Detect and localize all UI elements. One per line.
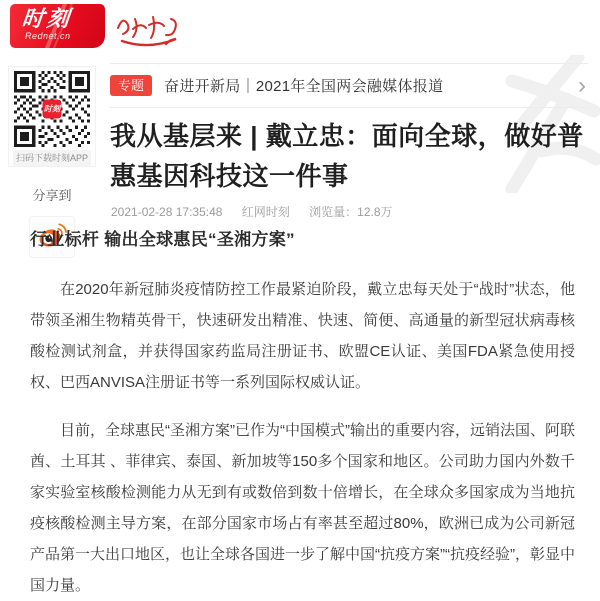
paragraph: 目前，全球惠民“圣湘方案”已作为“中国模式”输出的重要内容，远销法国、阿联酋、土耳其 、菲律宾、泰国、新加坡等150多个国家和地区。公司助力国内外数千家实验室核酸检测能力从无到有或数倍到数十倍增长，在全球众多国家成为当地抗疫核酸检测主导方案，在部分国家市场占有率甚至超过80%，欧洲已成为公司新冠产品第一大出口地区，也让全球各国进一步了解中国“抗疫方案”“抗疫经验”，彰显中国力量。	[30, 422, 575, 594]
svg-text:时刻: 时刻	[43, 104, 61, 114]
logo-title: 时刻	[20, 6, 74, 31]
section-subheading: 行业标杆 输出全球惠民“圣湘方案”	[30, 230, 295, 249]
topic-banner-link[interactable]	[110, 63, 588, 108]
paragraph: 在2020年新冠肺炎疫情防控工作最紧迫阶段，戴立忠每天处于“战时”状态，他带领圣湘生物精英骨干，快速研发出精准、快速、简便、高通量的新型冠状病毒核酸检测试剂盒，并获得国家药监局注册证书、欧盟CE认证、美国FDA紧急使用授权、巴西ANVISA注册证书等一系列国际权威认证。	[30, 281, 575, 391]
share-label: 分享到	[32, 188, 72, 203]
calligraphy-signature	[110, 8, 188, 55]
article-meta	[111, 203, 409, 220]
chevron-right-icon[interactable]: ›	[578, 71, 586, 99]
rednet-logo[interactable]	[10, 4, 105, 48]
topic-badge: 专题	[110, 75, 152, 96]
article-body	[30, 228, 575, 601]
logo-domain: Rednet.cn	[25, 31, 71, 41]
article-title: 我从基层来 | 戴立忠：面向全球，做好普惠基因科技这一件事	[110, 121, 584, 191]
view-count: 浏览量：12.8万	[309, 205, 393, 219]
source-label: 红网时刻	[241, 205, 290, 219]
publish-datetime: 2021-02-28 17:35:48	[111, 205, 223, 219]
qr-caption: 扫码下载时刻APP	[13, 150, 91, 166]
topic-title: 奋进开新局｜2021年全国两会融媒体报道	[164, 78, 444, 95]
app-qr-code	[8, 66, 96, 167]
